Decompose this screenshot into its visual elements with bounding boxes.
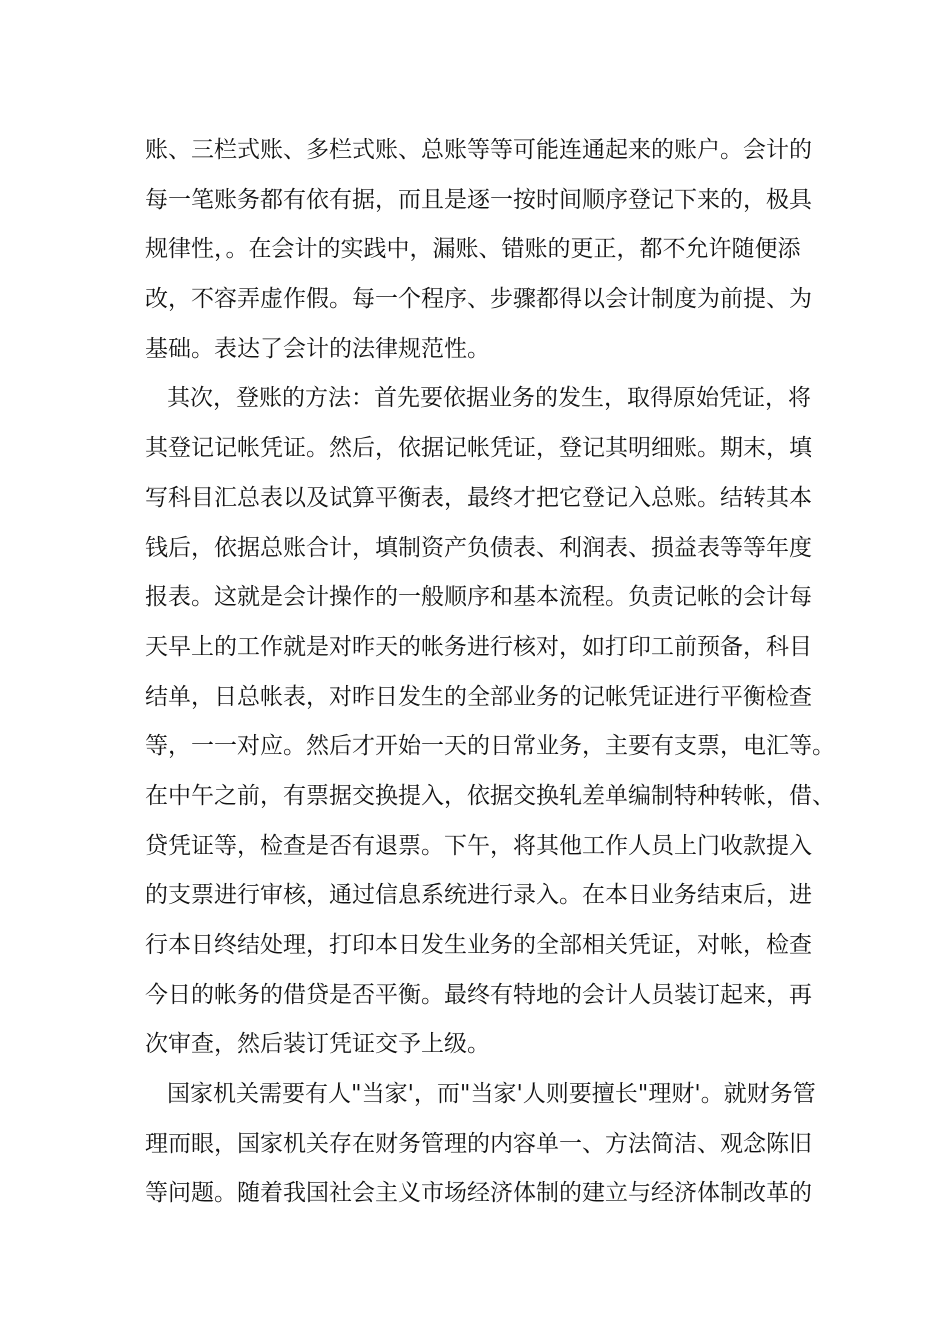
text-line: 账、三栏式账、多栏式账、总账等等可能连通起来的账户。会计的 (145, 137, 812, 163)
text-line: 贷凭证等，检查是否有退票。下午，将其他工作人员上门收款提入 (145, 832, 812, 859)
document-body (145, 126, 835, 1219)
text-line: 次审查，然后装订凭证交予上级。 (145, 1031, 490, 1058)
text-line: 写科目汇总表以及试算平衡表，最终才把它登记入总账。结转其本 (145, 484, 812, 511)
text-line: 的支票进行审核，通过信息系统进行录入。在本日业务结束后，进 (145, 882, 812, 909)
text-line: 规律性，。在会计的实践中，漏账、错账的更正，都不允许随便添 (145, 236, 801, 263)
text-line: 行本日终结处理，打印本日发生业务的全部相关凭证，对帐，检查 (145, 932, 812, 958)
text-line: 等，一一对应。然后才开始一天的日常业务，主要有支票，电汇等。 (145, 733, 835, 760)
text-line: 在中午之前，有票据交换提入，依据交换轧差单编制特种转帐，借、 (145, 782, 835, 809)
text-line: 天早上的工作就是对昨天的帐务进行核对，如打印工前预备，科目 (145, 633, 812, 660)
text-line: 改，不容弄虚作假。每一个程序、步骤都得以会计制度为前提、为 (145, 286, 812, 313)
text-line: 钱后，依据总账合计，填制资产负债表、利润表、损益表等等年度 (145, 534, 812, 561)
text-line: 每一笔账务都有依有据，而且是逐一按时间顺序登记下来的，极具 (145, 186, 812, 213)
text-line: 其登记记帐凭证。然后，依据记帐凭证，登记其明细账。期末，填 (145, 435, 812, 462)
text-line: 报表。这就是会计操作的一般顺序和基本流程。负责记帐的会计每 (145, 584, 812, 611)
paragraph-start-line: 其次，登账的方法：首先要依据业务的发生，取得原始凭证，将 (167, 385, 811, 412)
text-line: 基础。表达了会计的法律规范性。 (145, 335, 490, 362)
text-line: 结单，日总帐表，对昨日发生的全部业务的记帐凭证进行平衡检查 (145, 683, 812, 710)
text-line: 理而眼，国家机关存在财务管理的内容单一、方法简洁、观念陈旧 (145, 1130, 812, 1157)
paragraph-start-line: 国家机关需要有人"当家'，而"当家'人则要擅长"理财'。就财务管 (167, 1081, 816, 1108)
text-line: 等问题。随着我国社会主义市场经济体制的建立与经济体制改革的 (145, 1180, 812, 1207)
text-line: 今日的帐务的借贷是否平衡。最终有特地的会计人员装订起来，再 (145, 981, 812, 1008)
